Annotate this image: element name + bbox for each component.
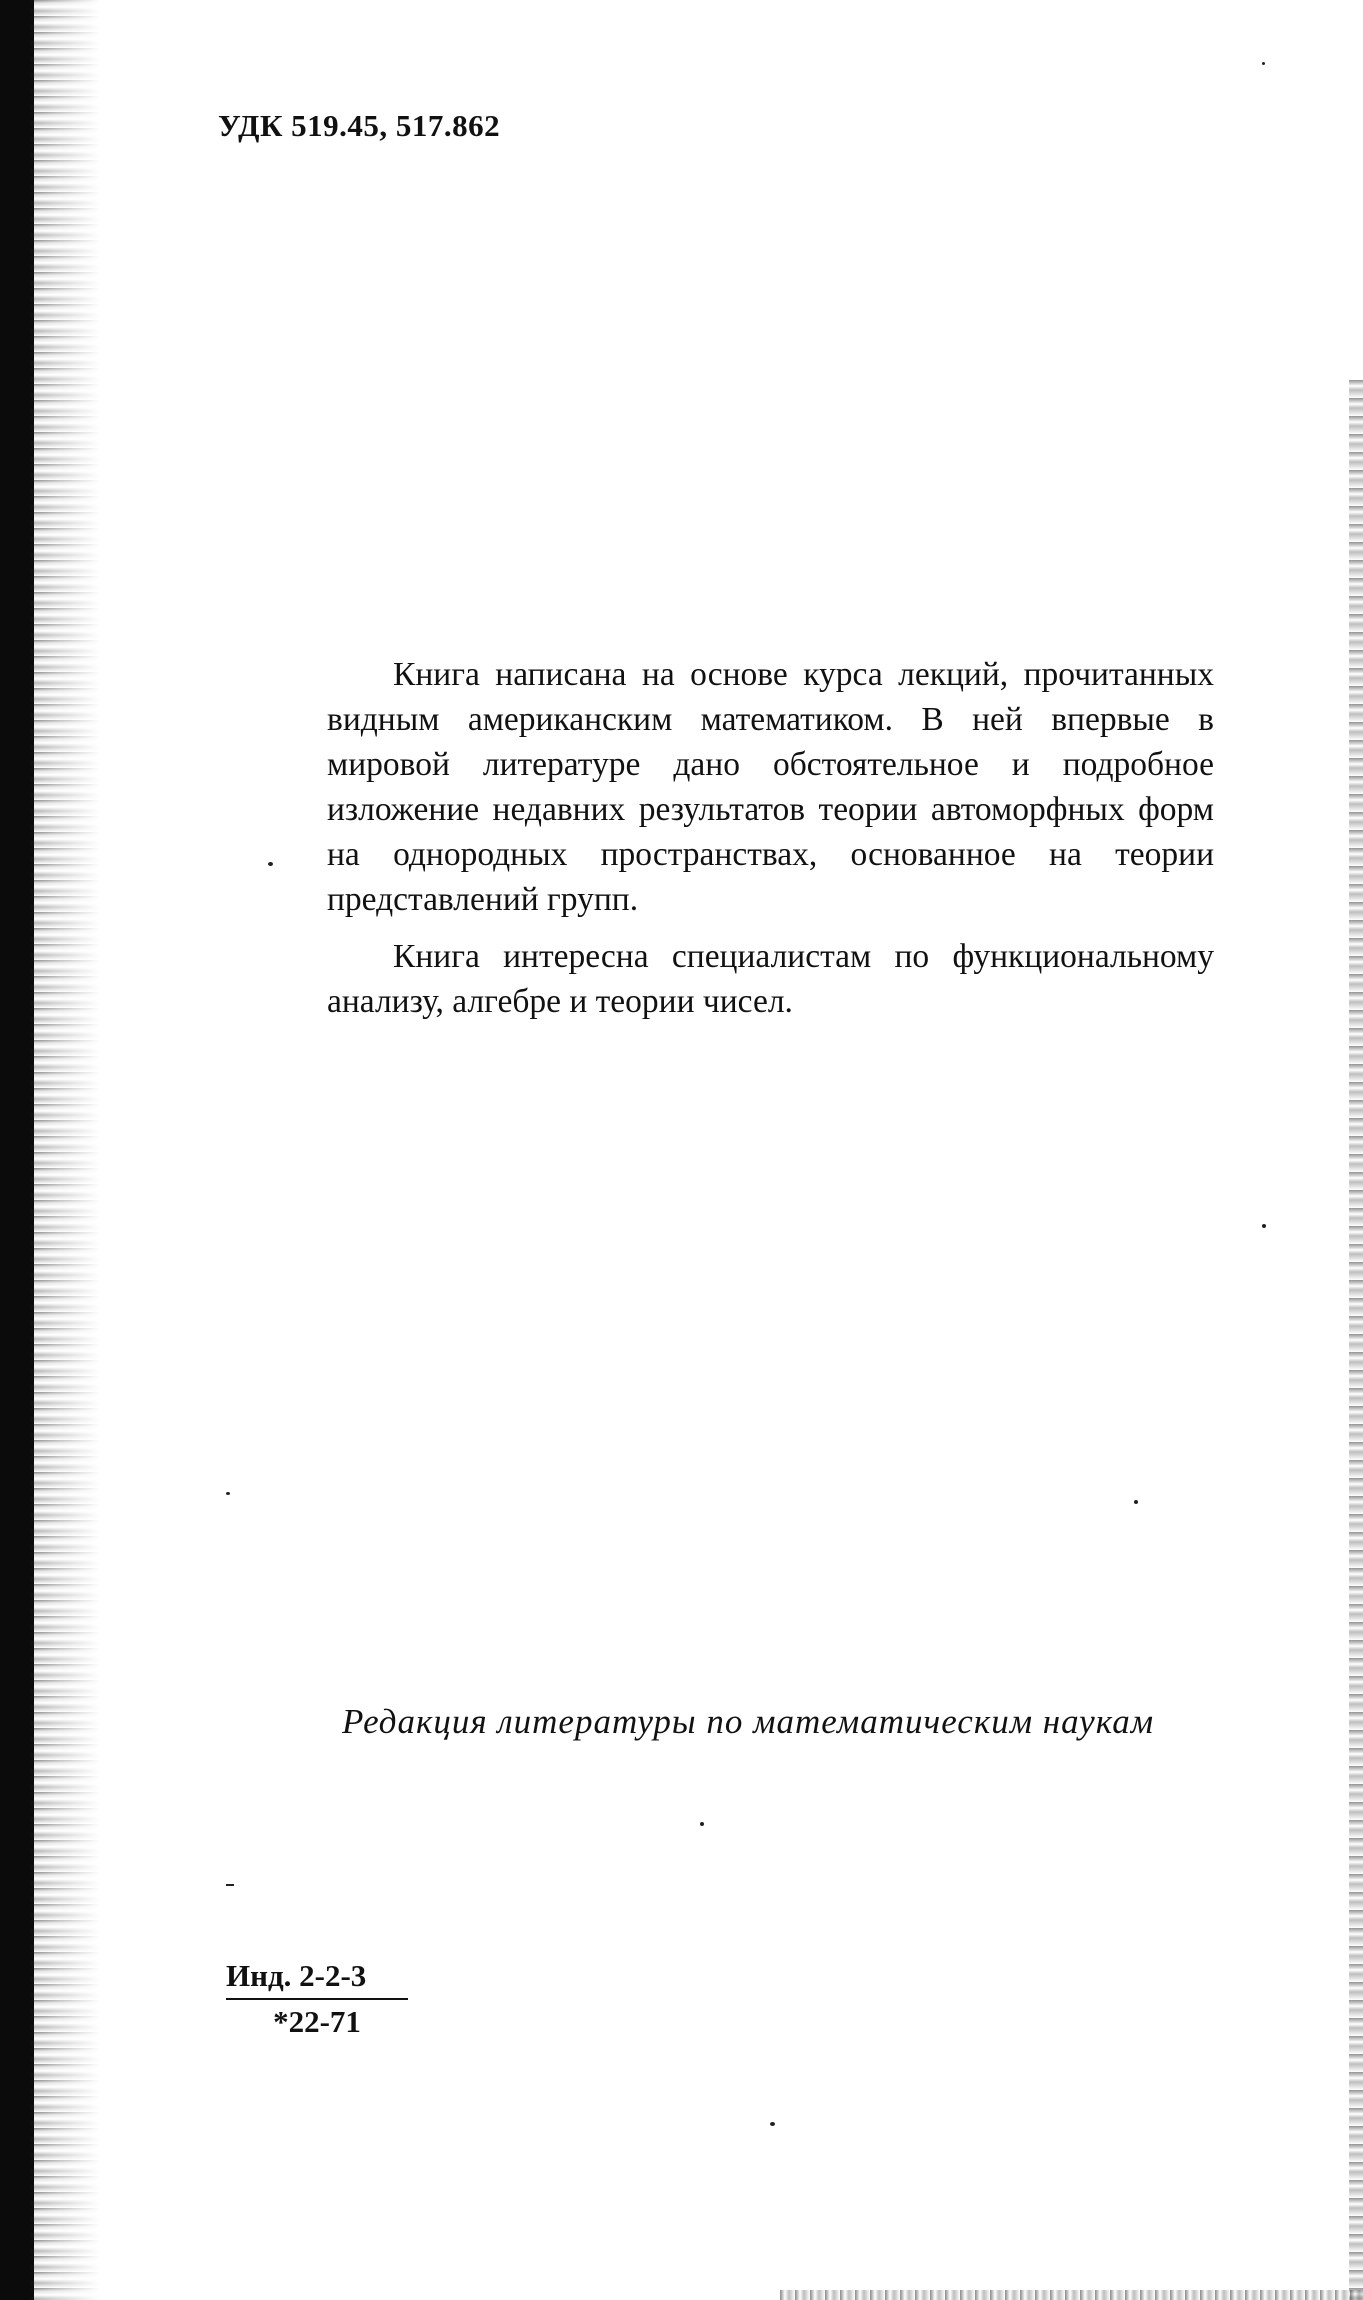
scan-speck	[700, 1822, 704, 1826]
annotation-paragraph-2: Книга интересна специалистам по функциональному анализу, алгебре и теории чисел.	[327, 938, 1214, 1020]
scan-speck	[1262, 62, 1265, 65]
annotation-paragraph-1: Книга написана на основе курса лекций, прочитанных видным американским математиком. В ней впервые в мировой литературе дано обстоятельное и подробное изложение недавних результатов теории автоморфных форм на однородных пространствах, основанное на теории представлений групп.	[327, 656, 1214, 918]
scan-speck	[1134, 1500, 1138, 1504]
spine-scan-noise	[30, 0, 100, 2300]
right-edge-scan-noise	[1349, 380, 1363, 2300]
editorial-office-line: Редакция литературы по математическим наукам	[342, 1702, 1155, 1741]
book-spine-shadow	[0, 0, 34, 2300]
scan-speck	[226, 1884, 234, 1886]
publication-index	[226, 1958, 408, 2040]
bottom-edge-scan-noise	[780, 2290, 1363, 2300]
scan-speck	[770, 2122, 775, 2126]
scan-speck	[1262, 1224, 1266, 1228]
udk-classification: УДК 519.45, 517.862	[218, 108, 501, 143]
scan-speck	[268, 862, 273, 866]
index-code: Инд. 2-2-3	[226, 1958, 408, 2000]
scan-speck	[226, 1492, 230, 1495]
book-annotation	[327, 652, 1214, 1036]
index-number: *22-71	[273, 2004, 361, 2039]
